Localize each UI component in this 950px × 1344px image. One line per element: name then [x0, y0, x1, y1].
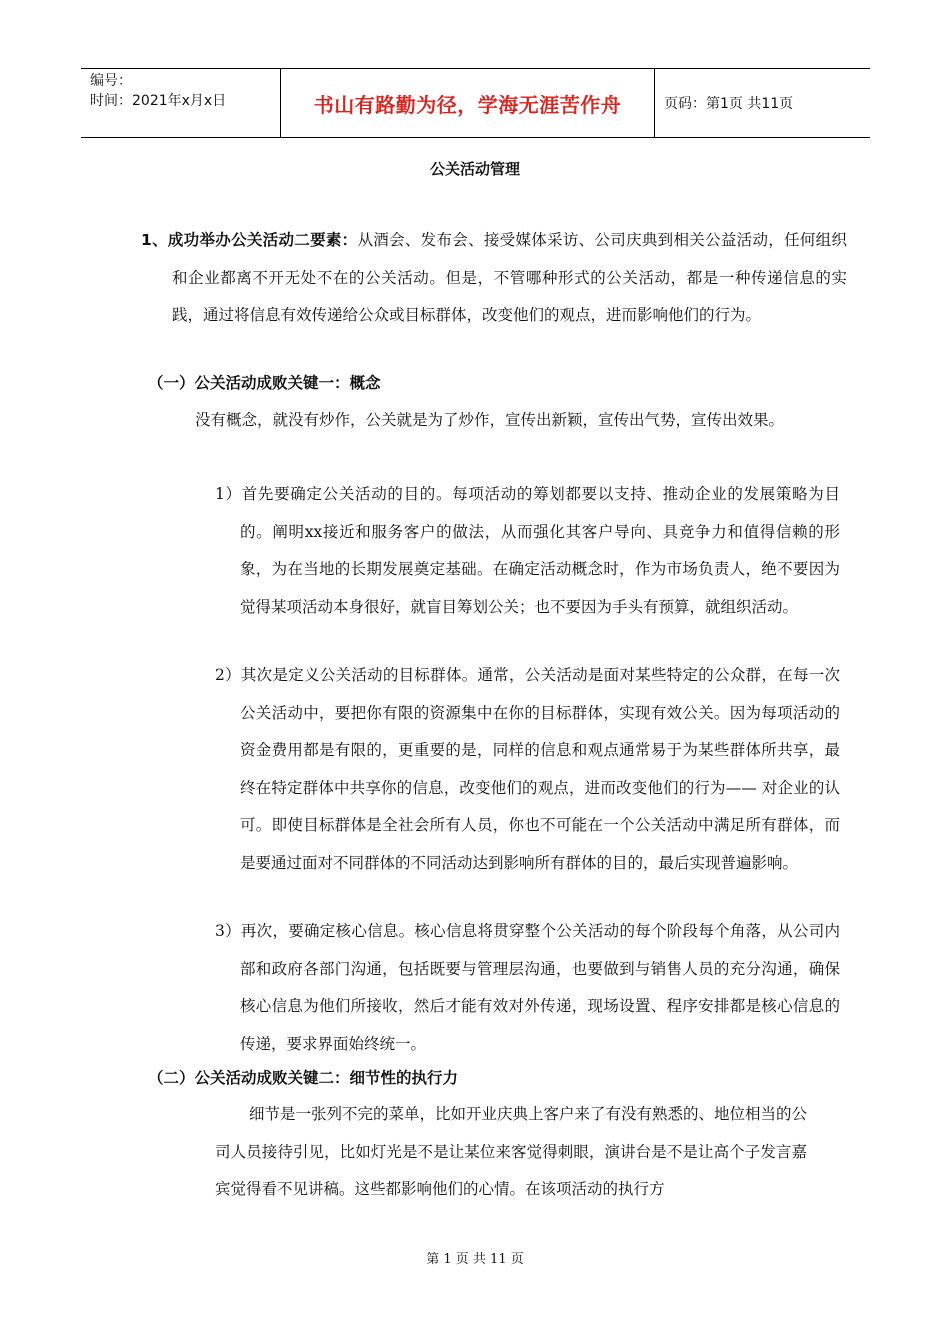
list-item-1: 1）首先要确定公关活动的目的。每项活动的筹划都要以支持、推动企业的发展策略为目的。阐明xx接近和服务客户的做法，从而强化其客户导向、具竞争力和值得信赖的形象，为在当地的长期发展奠定基础。在确定活动概念时，作为市场负责人，绝不要因为觉得某项活动本身很好，就盲目筹划公关；也不要因为手头有预算，就组织活动。 [215, 485, 840, 616]
section-1-paragraph [141, 222, 847, 335]
list-item-2: 2）其次是定义公关活动的目标群体。通常，公关活动是面对某些特定的公众群，在每一次公关活动中，要把你有限的资源集中在你的目标群体，实现有效公关。因为每项活动的资金费用都是有限的，更重要的是，同样的信息和观点通常易于为某些群体所共享，最终在特定群体中共享你的信息，改变他们的观点，进而改变他们的行为—— 对企业的认可。即使目标群体是全社会所有人员，你也不可能在一个公关活动中满足所有群体，而是要通过面对不同群体的不同活动达到影响所有群体的目的，最后实现普遍影响。 [215, 666, 840, 872]
subsection-1-heading: （一）公关活动成败关键一：概念 [148, 374, 381, 392]
section-1-heading: 1、成功举办公关活动二要素： [141, 231, 358, 249]
header-page-cell [654, 69, 870, 137]
subsection-1-intro: 没有概念，就没有炒作，公关就是为了炒作，宣传出新颖，宣传出气势，宣传出效果。 [195, 411, 785, 429]
section-1-text: 从酒会、发布会、接受媒体采访、公司庆典到相关公益活动，任何组织和企业都离不开无处不在的公关活动。但是，不管哪种形式的公关活动，都是一种传递信息的实践，通过将信息有效传递给公众或目标群体，改变他们的观点，进而影响他们的行为。 [172, 231, 847, 324]
header-motto: 书山有路勤为径，学海无涯苦作舟 [313, 92, 622, 117]
header-motto-cell [280, 69, 655, 137]
page-footer: 第 1 页 共 11 页 [426, 1252, 524, 1267]
document-date-label: 时间：2021年x月x日 [90, 93, 227, 109]
header-page-number: 页码：第1页 共11页 [664, 96, 794, 112]
list-item-3: 3）再次，要确定核心信息。核心信息将贯穿整个公关活动的每个阶段每个角落，从公司内部和政府各部门沟通，包括既要与管理层沟通，也要做到与销售人员的充分沟通，确保核心信息为他们所接收，然后才能有效对外传递，现场设置、程序安排都是核心信息的传递，要求界面始终统一。 [215, 922, 840, 1053]
document-number-label: 编号： [90, 73, 132, 89]
page-header [81, 68, 870, 138]
header-meta [81, 69, 289, 137]
subsection-2-heading: （二）公关活动成败关键二：细节性的执行力 [148, 1069, 459, 1087]
document-title: 公关活动管理 [429, 160, 520, 178]
subsection-2-text: 细节是一张列不完的菜单，比如开业庆典上客户来了有没有熟悉的、地位相当的公司人员接待引见，比如灯光是不是让某位来客觉得刺眼，演讲台是不是让高个子发言嘉宾觉得看不见讲稿。这些都影响他们的心情。在该项活动的执行方 [215, 1105, 808, 1198]
